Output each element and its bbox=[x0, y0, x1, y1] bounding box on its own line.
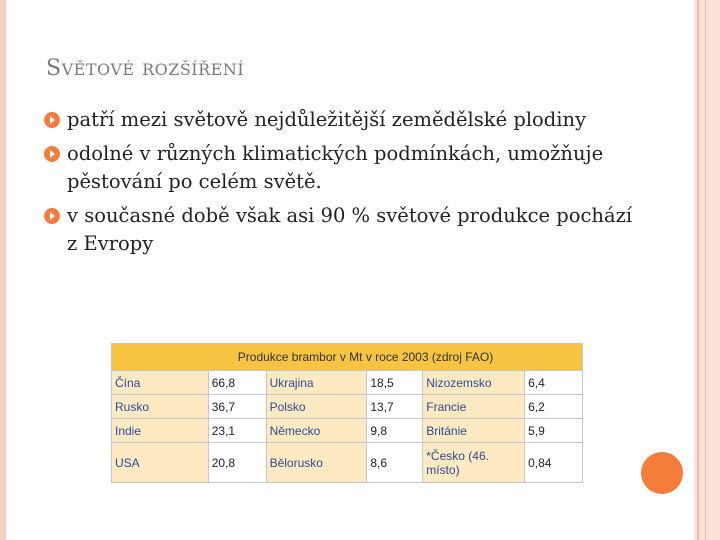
country-cell: Německo bbox=[266, 419, 367, 443]
value-cell: 66,8 bbox=[208, 371, 266, 395]
slide-title bbox=[46, 56, 244, 81]
decorative-orange-circle bbox=[641, 452, 683, 494]
value-cell: 13,7 bbox=[367, 395, 423, 419]
bullet-text: v současné době však asi 90 % světové produkce pochází z Evropy bbox=[67, 204, 633, 255]
value-cell: 6,2 bbox=[525, 395, 583, 419]
bullet-text: odolné v různých klimatických podmínkách, umožňuje pěstování po celém světě. bbox=[67, 142, 604, 193]
bullet-arrow-icon bbox=[44, 112, 60, 128]
potato-production-table bbox=[111, 343, 583, 483]
country-cell: Francie bbox=[423, 395, 525, 419]
bullet-item bbox=[44, 106, 644, 134]
country-cell: Británie bbox=[423, 419, 525, 443]
country-cell: USA bbox=[112, 443, 209, 483]
bullet-text: patří mezi světově nejdůležitější zemědělské plodiny bbox=[67, 108, 587, 131]
country-cell: Nizozemsko bbox=[423, 371, 525, 395]
table-row bbox=[112, 395, 583, 419]
table-row bbox=[112, 443, 583, 483]
country-cell: *Česko (46. místo) bbox=[423, 443, 525, 483]
bullet-arrow-icon bbox=[44, 208, 60, 224]
table-row bbox=[112, 419, 583, 443]
country-cell: Indie bbox=[112, 419, 209, 443]
value-cell: 20,8 bbox=[208, 443, 266, 483]
bullet-item bbox=[44, 202, 644, 258]
right-frame-line-thin bbox=[705, 0, 706, 540]
country-cell: Rusko bbox=[112, 395, 209, 419]
table-row bbox=[112, 371, 583, 395]
bullet-item bbox=[44, 140, 644, 196]
value-cell: 0,84 bbox=[525, 443, 583, 483]
country-cell: Ukrajina bbox=[266, 371, 367, 395]
left-frame-border bbox=[0, 0, 6, 540]
title-word-1: VĚTOVÉ bbox=[61, 60, 135, 79]
value-cell: 36,7 bbox=[208, 395, 266, 419]
title-initial: S bbox=[46, 56, 62, 81]
bullet-list bbox=[44, 106, 644, 264]
title-word-2: ROZŠÍŘENÍ bbox=[142, 60, 245, 79]
table-caption: Produkce brambor v Mt v roce 2003 (zdroj FAO) bbox=[112, 344, 583, 371]
value-cell: 18,5 bbox=[367, 371, 423, 395]
right-frame-line bbox=[697, 0, 699, 540]
value-cell: 5,9 bbox=[525, 419, 583, 443]
country-cell: Čína bbox=[112, 371, 209, 395]
country-cell: Polsko bbox=[266, 395, 367, 419]
value-cell: 8,6 bbox=[367, 443, 423, 483]
value-cell: 23,1 bbox=[208, 419, 266, 443]
value-cell: 6,4 bbox=[525, 371, 583, 395]
value-cell: 9,8 bbox=[367, 419, 423, 443]
country-cell: Bělorusko bbox=[266, 443, 367, 483]
bullet-arrow-icon bbox=[44, 146, 60, 162]
